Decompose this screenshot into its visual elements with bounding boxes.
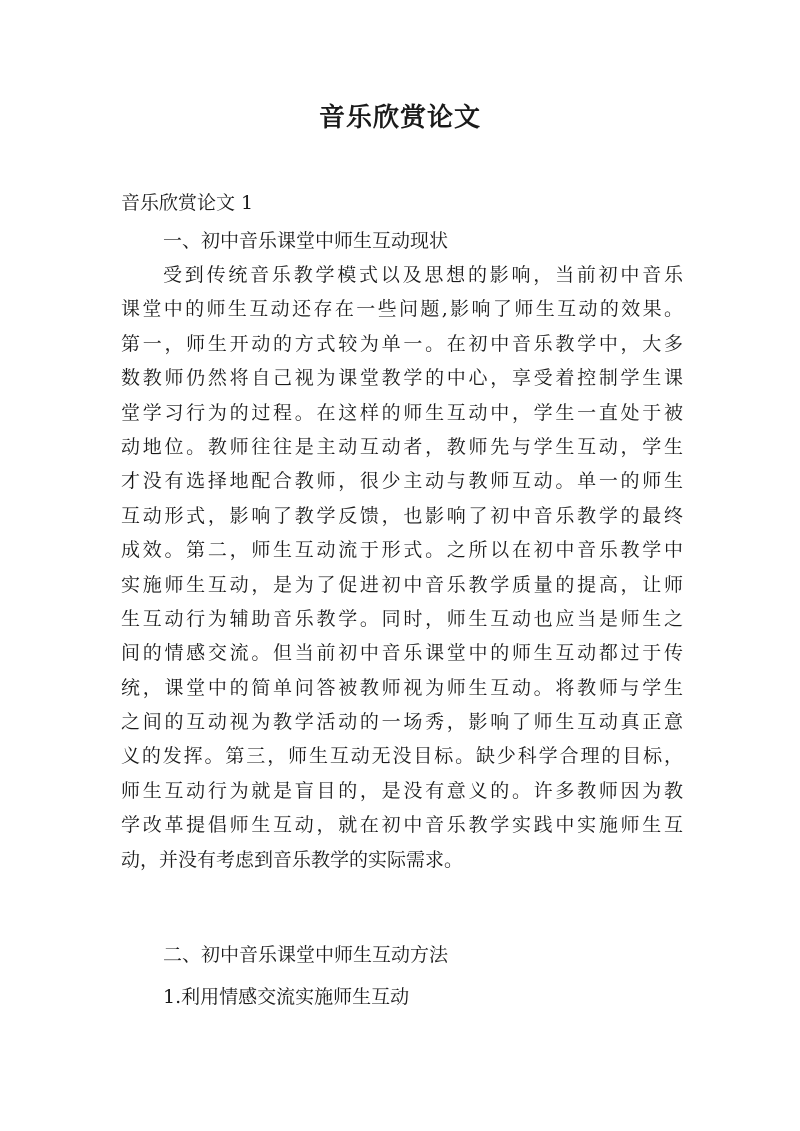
paragraph-line: 第一，师生开动的方式较为单一。在初中音乐教学中，大多 <box>121 332 683 355</box>
paragraph-line: 受到传统音乐教学模式以及思想的影响，当前初中音乐 <box>163 264 683 286</box>
article-heading: 音乐欣赏论文 1 <box>121 192 254 214</box>
document-title: 音乐欣赏论文 <box>318 103 481 133</box>
paragraph-line: 生互动行为辅助音乐教学。同时，师生互动也应当是师生之 <box>121 607 683 630</box>
paragraph-line: 课堂中的师生互动还存在一些问题,影响了师生互动的效果。 <box>121 298 683 321</box>
paragraph-line: 实施师生互动，是为了促进初中音乐教学质量的提高，让师 <box>121 573 683 596</box>
paragraph-line: 互动形式，影响了教学反馈，也影响了初中音乐教学的最终 <box>121 504 683 527</box>
paragraph-line: 堂学习行为的过程。在这样的师生互动中，学生一直处于被 <box>121 401 683 424</box>
paragraph-line: 成效。第二，师生互动流于形式。之所以在初中音乐教学中 <box>121 539 683 562</box>
section-two-heading: 二、初中音乐课堂中师生互动方法 <box>163 944 449 966</box>
paragraph-line: 才没有选择地配合教师，很少主动与教师互动。单一的师生 <box>121 470 683 493</box>
section-one-paragraph <box>121 258 683 877</box>
paragraph-line: 之间的互动视为教学活动的一场秀，影响了师生互动真正意 <box>121 711 683 734</box>
paragraph-line: 动，并没有考虑到音乐教学的实际需求。 <box>121 848 464 871</box>
subsection-heading: 1.利用情感交流实施师生互动 <box>163 986 410 1008</box>
paragraph-line: 师生互动行为就是盲目的，是没有意义的。许多教师因为教 <box>121 779 683 802</box>
paragraph-line: 学改革提倡师生互动，就在初中音乐教学实践中实施师生互 <box>121 814 683 837</box>
paragraph-line: 数教师仍然将自己视为课堂教学的中心，享受着控制学生课 <box>121 367 683 390</box>
paragraph-line: 义的发挥。第三，师生互动无没目标。缺少科学合理的目标， <box>121 745 683 768</box>
paragraph-line: 间的情感交流。但当前初中音乐课堂中的师生互动都过于传 <box>121 642 683 665</box>
paragraph-line: 动地位。教师往往是主动互动者，教师先与学生互动，学生 <box>121 435 683 458</box>
paragraph-line: 统，课堂中的简单问答被教师视为师生互动。将教师与学生 <box>121 676 683 699</box>
section-one-heading: 一、初中音乐课堂中师生互动现状 <box>163 230 449 252</box>
